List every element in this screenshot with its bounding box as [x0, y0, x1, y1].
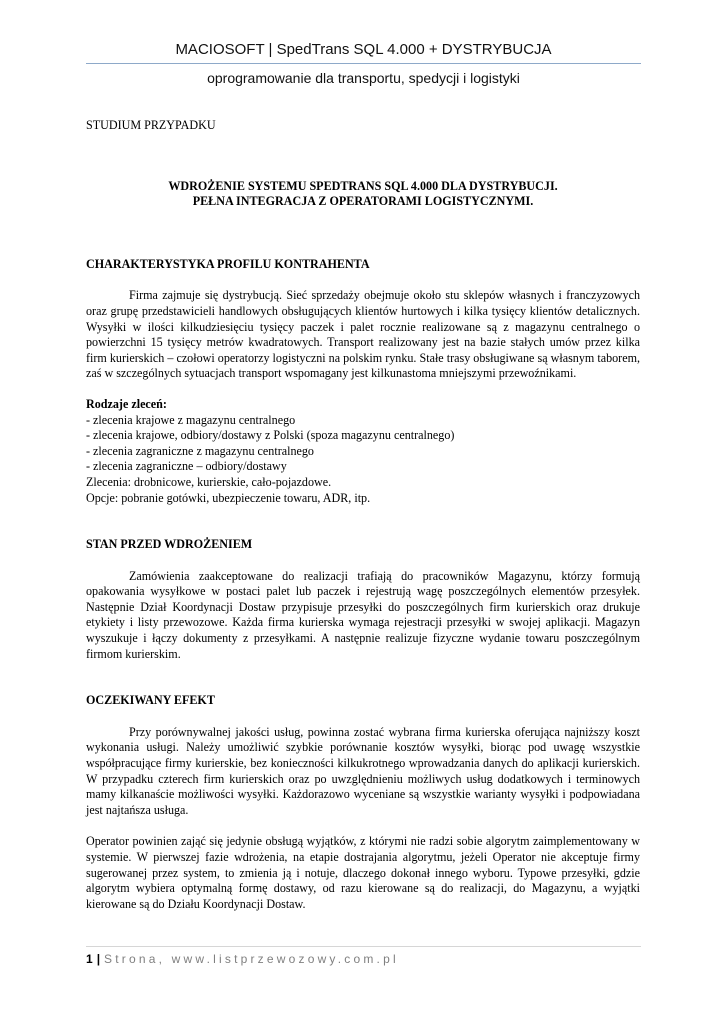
document-body — [86, 118, 640, 912]
section-heading-profile: CHARAKTERYSTYKA PROFILU KONTRAHENTA — [86, 256, 370, 271]
footer-divider — [86, 946, 641, 947]
page-footer — [86, 946, 641, 967]
list-item: - zlecenia zagraniczne – odbiory/dostawy — [86, 459, 287, 474]
page-number: 1 — [86, 952, 93, 966]
case-study-label: STUDIUM PRZYPADKU — [86, 118, 216, 132]
order-types-label: Rodzaje zleceń: — [86, 396, 167, 411]
profile-paragraph: Firma zajmuje się dystrybucją. Sieć sprzedaży obejmuje około stu sklepów własnych i franczyzowych oraz grupę przedstawicieli handlowych obsługujących klientów hurtowych i kilka tysięcy klientów detalicznych. Wysyłki w ilości kilkudziesięciu tysięcy paczek i palet rocznie realizowane są z magazynu centralnego o powierzchni 15 tysięcy metrów kwadratowych. Transport realizowany jest na bazie stałych umów przez kilka firm kurierskich – czołowi operatorzy logistyczni na polskim rynku. Stałe trasy obsługiwane są własnym taborem, zaś w szczególnych sytuacjach transport wspomagany jest kilkunastoma mniejszymi przewoźnikami. — [86, 288, 640, 381]
options-line: Opcje: pobranie gotówki, ubezpieczenie towaru, ADR, itp. — [86, 490, 371, 505]
header-subtitle: oprogramowanie dla transportu, spedycji i logistyki — [207, 70, 520, 86]
effect-paragraph-1: Przy porównywalnej jakości usług, powinna zostać wybrana firma kurierska oferująca najniższy koszt wykonania usługi. Należy umożliwić szybkie porównanie kosztów wysyłki, biorąc pod uwagę wszystkie współpracujące firmy kurierskie, bez konieczności kilkukrotnego wprowadzania danych do aplikacji kurierskich. W przypadku czterech firm kurierskich oraz po uwzględnieniu możliwych usług dodatkowych i terminowych mamy kilkanaście możliwości wysyłki. Każdorazowo wyceniane są wszystkie warianty wysyłki i podpowiadana jest najtańsza usługa. — [86, 724, 640, 817]
header-title: MACIOSOFT | SpedTrans SQL 4.000 + DYSTRYBUCJA — [175, 41, 552, 58]
list-item: - zlecenia krajowe z magazynu centralnego — [86, 412, 296, 427]
section-heading-effect: OCZEKIWANY EFEKT — [86, 693, 215, 708]
orders-line: Zlecenia: drobnicowe, kurierskie, cało-pojazdowe. — [86, 474, 332, 489]
footer-text — [86, 951, 641, 967]
document-title-line-2: PEŁNA INTEGRACJA Z OPERATORAMI LOGISTYCZNYMI. — [192, 194, 534, 209]
before-paragraph: Zamówienia zaakceptowane do realizacji trafiają do pracowników Magazynu, którzy formują opakowania wysyłkowe w postaci palet lub paczek i rejestrują wagę poszczególnych elementów przesyłek. Następnie Dział Koordynacji Dostaw przypisuje przesyłki do poszczególnych firm kurierskich oraz drukuje etykiety i listy przewozowe. Każda firma kurierska wymaga rejestracji przesyłki w swojej aplikacji. Magazyn wyszukuje i łączy dokumenty z przesyłkami. A następnie realizuje fizyczne wydanie towaru poszczególnym firmom kurierskim. — [86, 568, 640, 661]
header-divider — [86, 63, 641, 64]
footer-link-text: Strona, www.listprzewozowy.com.pl — [104, 952, 399, 966]
document-title — [86, 179, 640, 210]
footer-separator: | — [96, 952, 101, 966]
list-item: - zlecenia krajowe, odbiory/dostawy z Polski (spoza magazynu centralnego) — [86, 428, 455, 443]
effect-paragraph-2: Operator powinien zająć się jedynie obsługą wyjątków, z którymi nie radzi sobie algorytm zaimplementowany w systemie. W pierwszej fazie wdrożenia, na etapie dostrajania algorytmu, jeżeli Operator nie akceptuje firmy sugerowanej przez system, to zmienia ją i notuje, dlaczego dokonał innego wyboru. Typowe przesyłki, gdzie algorytm wybiera optymalną formę dostawy, od razu kierowane są do realizacji, do Magazynu, a wyjątki kierowane są do Działu Koordynacji Dostaw. — [86, 834, 640, 911]
list-item: - zlecenia zagraniczne z magazynu centralnego — [86, 443, 314, 458]
page-header — [86, 40, 641, 88]
order-types-list — [86, 397, 640, 506]
document-title-line-1: WDROŻENIE SYSTEMU SPEDTRANS SQL 4.000 DLA DYSTRYBUCJI. — [168, 178, 558, 193]
section-heading-before: STAN PRZED WDROŻENIEM — [86, 537, 253, 552]
